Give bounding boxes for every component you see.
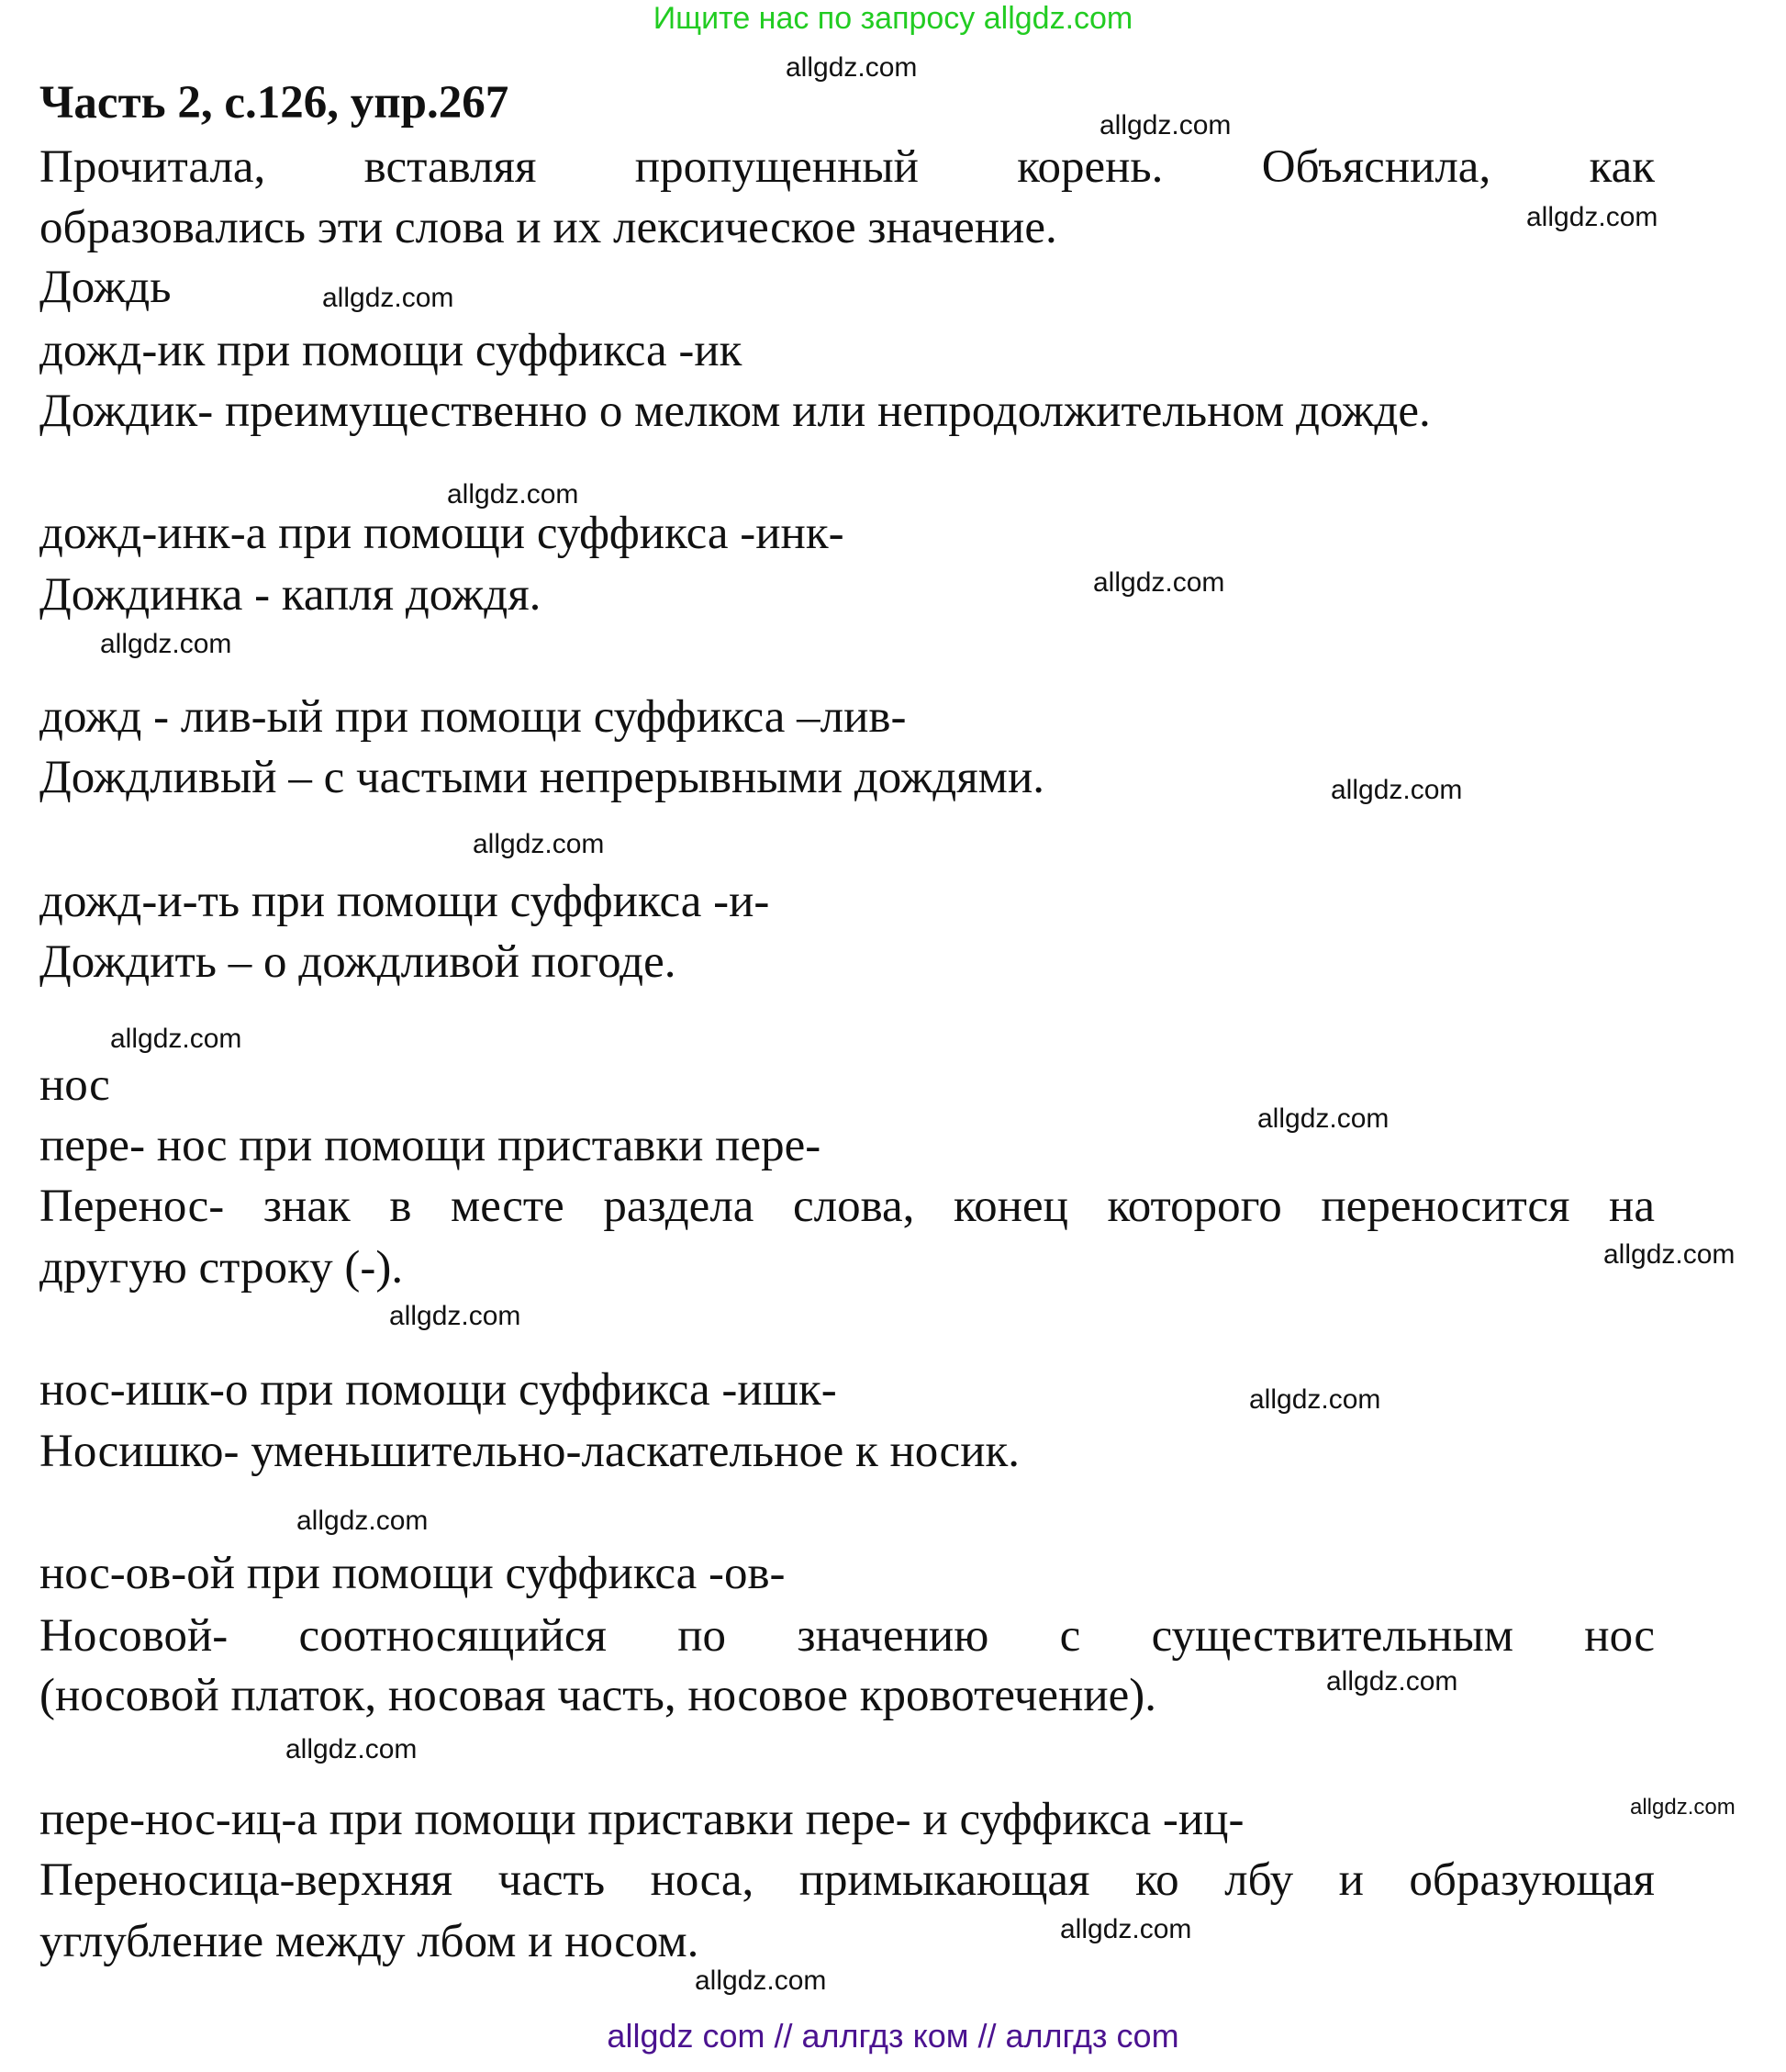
watermark: allgdz.com <box>1630 1795 1736 1820</box>
watermark: allgdz.com <box>296 1506 429 1536</box>
search-banner: Ищите нас по запросу allgdz.com <box>653 1 1133 36</box>
text-line: Дождить – о дождливой погоде. <box>39 936 676 988</box>
text-line: Носовой- соотносящийся по значению с существительным нос <box>39 1610 1655 1662</box>
watermark: allgdz.com <box>1100 110 1232 140</box>
watermark: allgdz.com <box>100 629 232 659</box>
text-line: углубление между лбом и носом. <box>39 1916 699 1967</box>
watermark: allgdz.com <box>110 1024 242 1054</box>
text-line: пере-нос-иц-а при помощи приставки пере- и суффикса -иц- <box>39 1794 1245 1845</box>
text-line: нос-ишк-о при помощи суффикса -ишк- <box>39 1364 837 1416</box>
text-line: Переносица-верхняя часть носа, примыкающая ко лбу и образующая <box>39 1854 1655 1906</box>
watermark: allgdz.com <box>786 52 918 83</box>
text-line: пере- нос при помощи приставки пере- <box>39 1120 821 1171</box>
watermark: allgdz.com <box>1526 202 1658 232</box>
watermark: allgdz.com <box>1093 567 1225 598</box>
watermark: allgdz.com <box>322 283 454 313</box>
watermark: allgdz.com <box>695 1966 827 1996</box>
text-line: образовались эти слова и их лексическое значение. <box>39 202 1057 253</box>
text-line: Прочитала, вставляя пропущенный корень. Объяснила, как <box>39 141 1655 193</box>
text-line: (носовой платок, носовая часть, носовое кровотечение). <box>39 1670 1157 1721</box>
text-line: нос <box>39 1059 110 1111</box>
watermark: allgdz.com <box>1326 1666 1458 1697</box>
text-line: Дождинка - капля дождя. <box>39 569 541 621</box>
watermark: allgdz.com <box>1331 775 1463 805</box>
watermark: allgdz.com <box>1249 1384 1381 1415</box>
text-line: Дождь <box>39 262 172 313</box>
text-line: Дождливый – с частыми непрерывными дождями. <box>39 752 1044 803</box>
text-line: дожд-и-ть при помощи суффикса -и- <box>39 876 770 927</box>
watermark: allgdz.com <box>447 479 579 510</box>
text-line: нос-ов-ой при помощи суффикса -ов- <box>39 1548 786 1599</box>
watermark: allgdz.com <box>1603 1239 1736 1270</box>
footer-links: allgdz com // аллгдз ком // аллгдз com <box>607 2017 1179 2055</box>
watermark: allgdz.com <box>389 1301 521 1331</box>
page-title: Часть 2, с.126, упр.267 <box>39 77 509 129</box>
text-line: Носишко- уменьшительно-ласкательное к носик. <box>39 1426 1021 1477</box>
text-line: Дождик- преимущественно о мелком или непродолжительном дожде. <box>39 386 1431 437</box>
watermark: allgdz.com <box>473 829 605 859</box>
text-line: дожд-ик при помощи суффикса -ик <box>39 325 742 376</box>
watermark: allgdz.com <box>1060 1914 1192 1944</box>
watermark: allgdz.com <box>285 1734 418 1764</box>
text-line: Перенос- знак в месте раздела слова, конец которого переносится на <box>39 1181 1655 1232</box>
text-line: дожд-инк-а при помощи суффикса -инк- <box>39 508 844 559</box>
watermark: allgdz.com <box>1257 1103 1390 1134</box>
text-line: другую строку (-). <box>39 1242 404 1294</box>
text-line: дожд - лив-ый при помощи суффикса –лив- <box>39 691 907 743</box>
